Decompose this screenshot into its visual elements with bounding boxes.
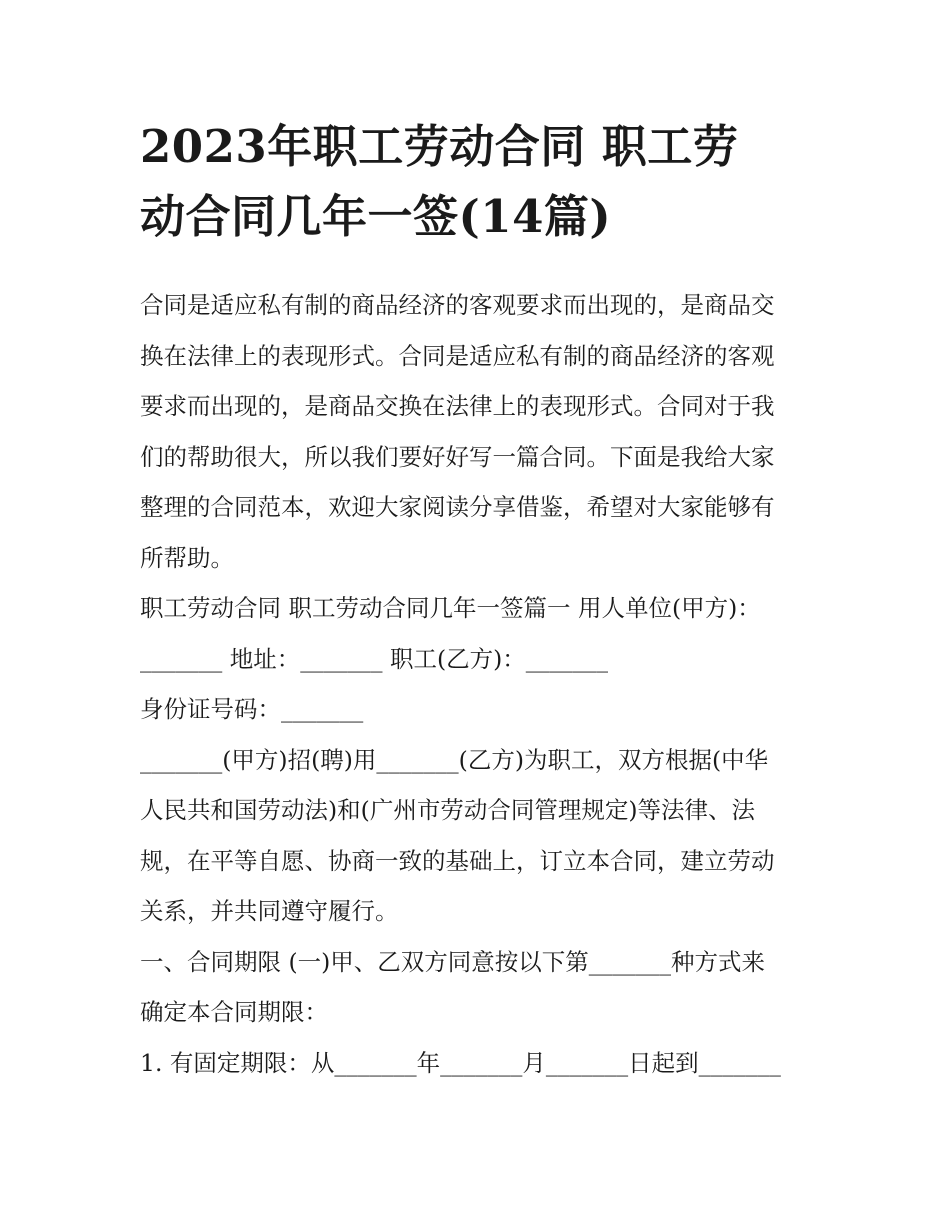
- text-line: 规，在平等自愿、协商一致的基础上，订立本合同，建立劳动: [140, 846, 775, 875]
- id-number-paragraph: [140, 684, 820, 735]
- text-line: _______ 地址：_______ 职工(乙方)：_______: [140, 644, 609, 673]
- fixed-term-paragraph: [140, 1038, 820, 1089]
- text-line: _______(甲方)招(聘)用_______(乙方)为职工，双方根据(中华: [140, 745, 769, 774]
- text-line: 关系，并共同遵守履行。: [140, 897, 399, 925]
- text-line: 职工劳动合同 职工劳动合同几年一签篇一 用人单位(甲方)：: [140, 594, 761, 622]
- intro-paragraph: [140, 280, 820, 583]
- section-one-paragraph: [140, 937, 820, 1038]
- document-body: [140, 280, 820, 1088]
- preamble-paragraph: [140, 735, 820, 937]
- text-line: 所帮助。: [140, 543, 234, 572]
- title-line-2: 动合同几年一签(14篇): [140, 190, 612, 243]
- text-line: 人民共和国劳动法)和(广州市劳动合同管理规定)等法律、法: [140, 796, 756, 824]
- text-line: 整理的合同范本，欢迎大家阅读分享借鉴，希望对大家能够有: [140, 493, 775, 521]
- text-line: 们的帮助很大，所以我们要好好写一篇合同。下面是我给大家: [140, 442, 775, 471]
- text-line: 一、合同期限 (一)甲、乙双方同意按以下第_______种方式来: [140, 947, 766, 976]
- contract-header-paragraph: [140, 583, 820, 684]
- title-line-1: 2023年职工劳动合同 职工劳: [140, 120, 739, 173]
- document-page: [140, 112, 820, 1088]
- text-line: 1. 有固定期限：从_______年_______月_______日起到_______: [140, 1048, 781, 1077]
- text-line: 换在法律上的表现形式。合同是适应私有制的商品经济的客观: [140, 341, 775, 370]
- text-line: 要求而出现的，是商品交换在法律上的表现形式。合同对于我: [140, 392, 775, 420]
- document-title: [140, 112, 820, 252]
- text-line: 确定本合同期限：: [140, 998, 328, 1026]
- text-line: 合同是适应私有制的商品经济的客观要求而出现的，是商品交: [140, 291, 775, 319]
- text-line: 身份证号码：_______: [140, 695, 364, 723]
